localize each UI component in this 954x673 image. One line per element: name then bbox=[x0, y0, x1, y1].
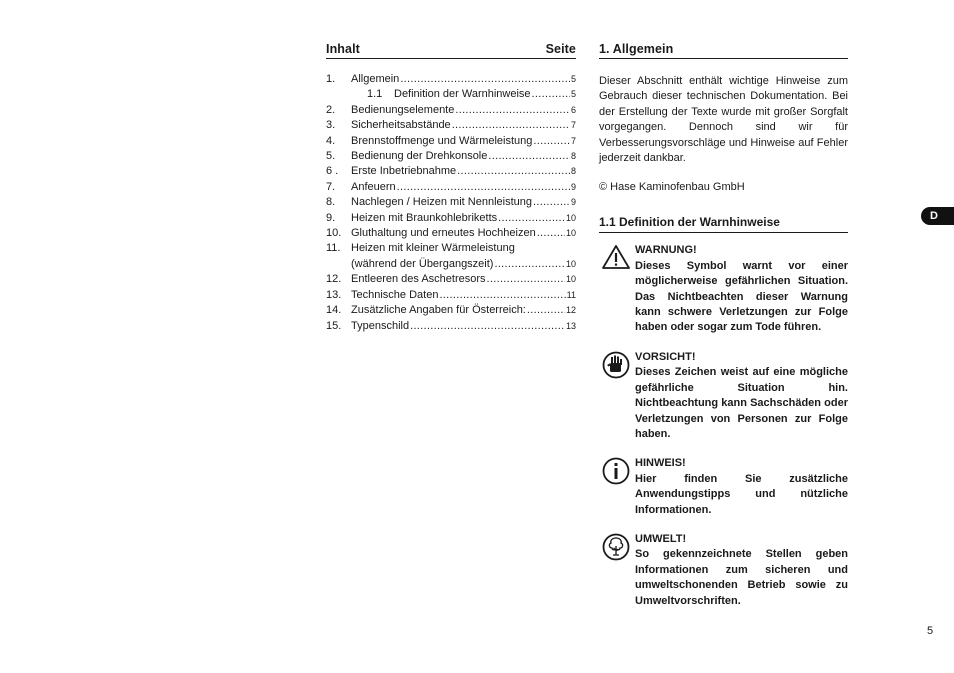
notice-title: HINWEIS! bbox=[635, 457, 686, 470]
notice-title: UMWELT! bbox=[635, 532, 687, 545]
toc-entry-number: 13. bbox=[326, 288, 342, 301]
toc-entry-page: 7 bbox=[570, 120, 576, 131]
toc-entry-page: 10 bbox=[565, 258, 576, 269]
notice-title: WARNUNG! bbox=[635, 244, 697, 257]
toc-entry-number: 1. bbox=[326, 73, 336, 85]
warning-triangle-icon bbox=[601, 243, 631, 273]
toc-entry[interactable] bbox=[326, 134, 576, 149]
toc-entry-number: 15. bbox=[326, 319, 342, 332]
toc-entry-title: Bedienungselemente bbox=[351, 103, 455, 116]
toc-entry-number: 7. bbox=[326, 180, 336, 193]
section-heading-text: 1. Allgemein bbox=[599, 42, 674, 56]
toc-leader-dots bbox=[457, 164, 570, 179]
environment-tree-icon bbox=[601, 532, 631, 562]
notice-text: So gekennzeichnete Stellen geben Informationen zum sicheren und umweltschonenden Betrieb sowie zu Umweltvorschriften. bbox=[635, 548, 848, 607]
toc-leader-dots bbox=[498, 211, 565, 226]
toc-leader-dots bbox=[487, 272, 565, 287]
toc-entry-number: 10. bbox=[326, 227, 342, 240]
notice-text: Dieses Zeichen weist auf eine mögliche gefährliche Situation hin. Nichtbeachtung kann Sachschäden oder Verletzungen von Personen zur Folge haben. bbox=[635, 366, 848, 440]
toc-entry-number: 5. bbox=[326, 150, 336, 163]
toc-entry[interactable] bbox=[326, 87, 576, 102]
toc-entry-page: 6 bbox=[570, 104, 576, 115]
toc-leader-dots bbox=[533, 195, 570, 210]
toc-entry[interactable] bbox=[326, 288, 576, 303]
toc-entry-title-continuation: (während der Übergangszeit) bbox=[351, 257, 494, 270]
toc-entry-title: Erste Inbetriebnahme bbox=[351, 165, 457, 178]
toc-entry[interactable] bbox=[326, 272, 576, 287]
notice-info bbox=[599, 456, 848, 518]
toc-leader-dots bbox=[452, 118, 570, 133]
toc-entry-number: 2. bbox=[326, 103, 336, 116]
section-heading-text: 1.1 Definition der Warnhinweise bbox=[599, 215, 780, 230]
toc-entry-page: 8 bbox=[570, 151, 576, 162]
toc-entry-title: Typenschild bbox=[351, 319, 410, 332]
notice-environment bbox=[599, 532, 848, 609]
toc-entry-page: 9 bbox=[570, 197, 576, 208]
toc-entry-title: Definition der Warnhinweise bbox=[394, 88, 531, 101]
toc-entry-page: 7 bbox=[570, 135, 576, 146]
section-heading-warnhinweise bbox=[599, 215, 848, 233]
toc-heading bbox=[326, 41, 576, 59]
notice-text: Hier finden Sie zusätzliche Anwendungstipps und nützliche Informationen. bbox=[635, 472, 848, 516]
toc-entry-number: 1.1 bbox=[367, 88, 383, 101]
toc-entry-number: 6 . bbox=[326, 165, 339, 178]
notice-warning bbox=[599, 243, 848, 335]
caution-hand-icon bbox=[601, 350, 631, 380]
toc-entry-number: 14. bbox=[326, 304, 342, 317]
table-of-contents bbox=[326, 41, 576, 334]
toc-entry-title: Technische Daten bbox=[351, 288, 439, 301]
toc-entry-page: 5 bbox=[570, 89, 576, 100]
toc-entry-page: 10 bbox=[565, 228, 576, 239]
toc-entry[interactable] bbox=[326, 303, 576, 318]
toc-entry-title: Zusätzliche Angaben für Österreich: bbox=[351, 304, 526, 317]
toc-leader-dots bbox=[397, 180, 570, 195]
toc-entry-number: 3. bbox=[326, 119, 336, 132]
toc-entry-title: Allgemein bbox=[351, 73, 400, 85]
toc-entry-title: Heizen mit kleiner Wärmeleistung bbox=[351, 242, 515, 255]
toc-entry-page: 10 bbox=[565, 212, 576, 223]
toc-entry-page: 5 bbox=[570, 74, 576, 84]
content-column bbox=[599, 41, 848, 609]
toc-entry[interactable] bbox=[326, 180, 576, 195]
copyright-notice: © Hase Kaminofenbau GmbH bbox=[599, 181, 745, 194]
toc-list bbox=[326, 72, 576, 334]
toc-entry[interactable] bbox=[326, 164, 576, 179]
notice-caution bbox=[599, 350, 848, 442]
intro-paragraph: Dieser Abschnitt enthält wichtige Hinweise zum Gebrauch dieser technischen Dokumentation. Bei der Erstellung der Texte wurde mit großer Sorgfalt vorgegangen. Dennoch sind wir für Verbesserungsvorschläge und Hinweise auf Fehler jederzeit dankbar. bbox=[599, 75, 848, 165]
toc-entry[interactable] bbox=[326, 226, 576, 241]
info-icon bbox=[601, 456, 631, 486]
toc-entry[interactable] bbox=[326, 319, 576, 334]
notice-text: Dieses Symbol warnt vor einer möglicherweise gefährlichen Situation. Das Nichtbeachten dieser Warnung kann schwere Verletzungen zur Folge haben oder sogar zum Tode führen. bbox=[635, 259, 848, 334]
toc-title: Inhalt bbox=[326, 42, 360, 56]
toc-leader-dots bbox=[533, 134, 570, 149]
toc-entry-title: Gluthaltung und erneutes Hochheizen bbox=[351, 227, 536, 240]
section-heading-allgemein bbox=[599, 41, 848, 59]
toc-entry[interactable] bbox=[326, 241, 576, 272]
toc-page-heading: Seite bbox=[545, 42, 576, 56]
toc-entry-title: Bedienung der Drehkonsole bbox=[351, 150, 488, 163]
toc-entry-number: 9. bbox=[326, 211, 336, 224]
toc-leader-dots bbox=[488, 149, 570, 164]
toc-leader-dots bbox=[400, 72, 570, 87]
toc-entry[interactable] bbox=[326, 72, 576, 87]
language-tab[interactable]: D bbox=[921, 207, 954, 225]
toc-entry[interactable] bbox=[326, 195, 576, 210]
toc-entry[interactable] bbox=[326, 103, 576, 118]
toc-entry[interactable] bbox=[326, 118, 576, 133]
toc-leader-dots bbox=[537, 226, 565, 241]
toc-entry-number: 12. bbox=[326, 273, 342, 286]
toc-leader-dots bbox=[494, 257, 565, 272]
toc-entry-title: Nachlegen / Heizen mit Nennleistung bbox=[351, 196, 532, 209]
toc-entry-title: Entleeren des Aschetresors bbox=[351, 273, 486, 286]
toc-entry-page: 13 bbox=[565, 320, 576, 331]
page-number: 5 bbox=[927, 625, 934, 637]
toc-leader-dots bbox=[527, 303, 565, 318]
toc-entry-title: Anfeuern bbox=[351, 180, 396, 193]
toc-entry-title: Brennstoffmenge und Wärmeleistung bbox=[351, 134, 533, 147]
toc-entry-page: 11 bbox=[566, 289, 576, 300]
toc-leader-dots bbox=[532, 87, 570, 102]
toc-entry-page: 9 bbox=[570, 181, 576, 192]
toc-entry-title: Heizen mit Braunkohlebriketts bbox=[351, 211, 498, 224]
toc-entry-title: Sicherheitsabstände bbox=[351, 119, 451, 132]
toc-entry-page: 10 bbox=[565, 274, 576, 285]
notice-title: VORSICHT! bbox=[635, 350, 696, 363]
toc-entry-page: 8 bbox=[570, 166, 576, 177]
toc-entry-page: 12 bbox=[565, 305, 576, 316]
toc-leader-dots bbox=[455, 103, 570, 118]
toc-entry[interactable] bbox=[326, 149, 576, 164]
toc-entry[interactable] bbox=[326, 211, 576, 226]
toc-entry-number: 4. bbox=[326, 134, 336, 147]
toc-leader-dots bbox=[439, 288, 565, 303]
toc-leader-dots bbox=[410, 319, 565, 334]
toc-entry-number: 11. bbox=[326, 242, 341, 255]
toc-entry-number: 8. bbox=[326, 196, 336, 209]
